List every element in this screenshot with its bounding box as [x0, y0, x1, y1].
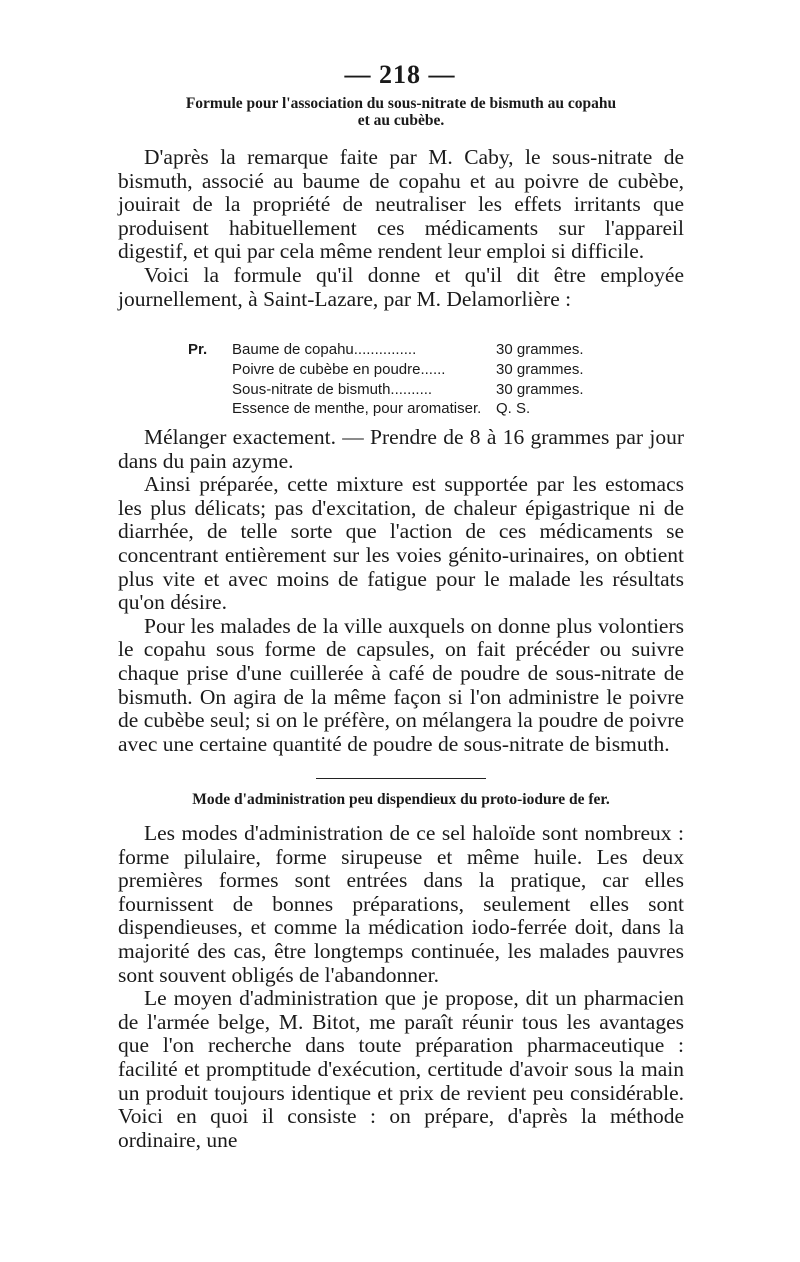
recipe-ingredient: Baume de copahu............... — [232, 341, 417, 358]
paragraph: Voici la formule qu'il donne et qu'il dit être employée journellement, à Saint-Lazare, par M. Delamorlière : — [118, 262, 684, 311]
section-heading-iron — [118, 791, 684, 808]
recipe-table — [188, 340, 584, 419]
recipe-prefix: Pr. — [188, 341, 208, 358]
recipe-ingredient: Sous-nitrate de bismuth.......... — [232, 380, 433, 398]
recipe-ingredient: Essence de menthe, pour aromatiser. — [232, 400, 482, 418]
section-divider — [316, 778, 486, 779]
paragraph: D'après la remarque faite par M. Caby, le sous-nitrate de bismuth, associé au baume de copahu et au poivre de cubèbe, jouirait de la propriété de neutraliser les effets irritants que produisent habituellement ces médicaments sur l'appareil digestif, et qui par cela même rendent leur emploi si difficile. — [118, 145, 684, 264]
page-number: — 218 — — [344, 60, 456, 89]
recipe-row — [188, 380, 584, 400]
heading-line: Formule pour l'association du sous-nitrate de bismuth au copahu — [185, 95, 617, 112]
recipe-quantity: Q. S. — [496, 400, 531, 418]
heading-line: Mode d'administration peu dispendieux du proto-iodure de fer. — [192, 791, 610, 808]
recipe-quantity: 30 grammes. — [496, 380, 584, 398]
recipe-row — [188, 360, 584, 380]
recipe-row — [188, 340, 584, 360]
section-heading-bismuth — [118, 95, 684, 129]
paragraph: Mélanger exactement. — Prendre de 8 à 16 grammes par jour dans du pain azyme. — [118, 425, 684, 473]
recipe-quantity: 30 grammes. — [496, 360, 584, 378]
recipe-quantity: 30 grammes. — [496, 341, 584, 358]
section-body-intro — [118, 146, 684, 311]
paragraph: Pour les malades de la ville auxquels on donne plus volontiers le copahu sous forme de capsules, on fait précéder ou suivre chaque prise d'une cuillerée à café de poudre de sous-nitrate de bismuth. On agira de la même façon si l'on administre le poivre de cubèbe seul; si on le préfère, on mélangera la poudre de poivre avec une certaine quantité de poudre de sous-nitrate de bismuth. — [118, 613, 684, 756]
section-body-instructions — [118, 426, 684, 756]
paragraph: Le moyen d'administration que je propose, dit un pharmacien de l'armée belge, M. Bitot, me paraît réunir tous les avantages que l'on recherche dans toute préparation pharmaceutique : facilité et promptitude d'exécution, certitude d'avoir sous la main un produit toujours identique et prix de revient peu considérable. Voici en quoi il consiste : on prépare, d'après la méthode ordinaire, une — [118, 986, 684, 1152]
heading-line: et au cubèbe. — [357, 112, 445, 129]
recipe-row — [188, 399, 584, 419]
section-body-iron — [118, 822, 684, 1152]
recipe-ingredient: Poivre de cubèbe en poudre...... — [232, 360, 446, 378]
paragraph: Les modes d'administration de ce sel haloïde sont nombreux : forme pilulaire, forme sirupeuse et même huile. Les deux premières formes sont entrées dans la pratique, car elles fournissent de bonnes préparations, seulement elles sont dispendieuses, et comme la médication iodo-ferrée doit, dans la majorité des cas, être longtemps continuée, les malades pauvres sont souvent obligés de l'abandonner. — [118, 821, 684, 987]
paragraph: Ainsi préparée, cette mixture est supportée par les estomacs les plus délicats; pas d'excitation, de chaleur épigastrique ni de diarrhée, de telle sorte que l'action de ces médicaments se concentrant entièrement sur les voies génito-urinaires, on obtient plus vite et avec moins de fatigue pour le malade les résultats qu'on désire. — [118, 472, 684, 615]
